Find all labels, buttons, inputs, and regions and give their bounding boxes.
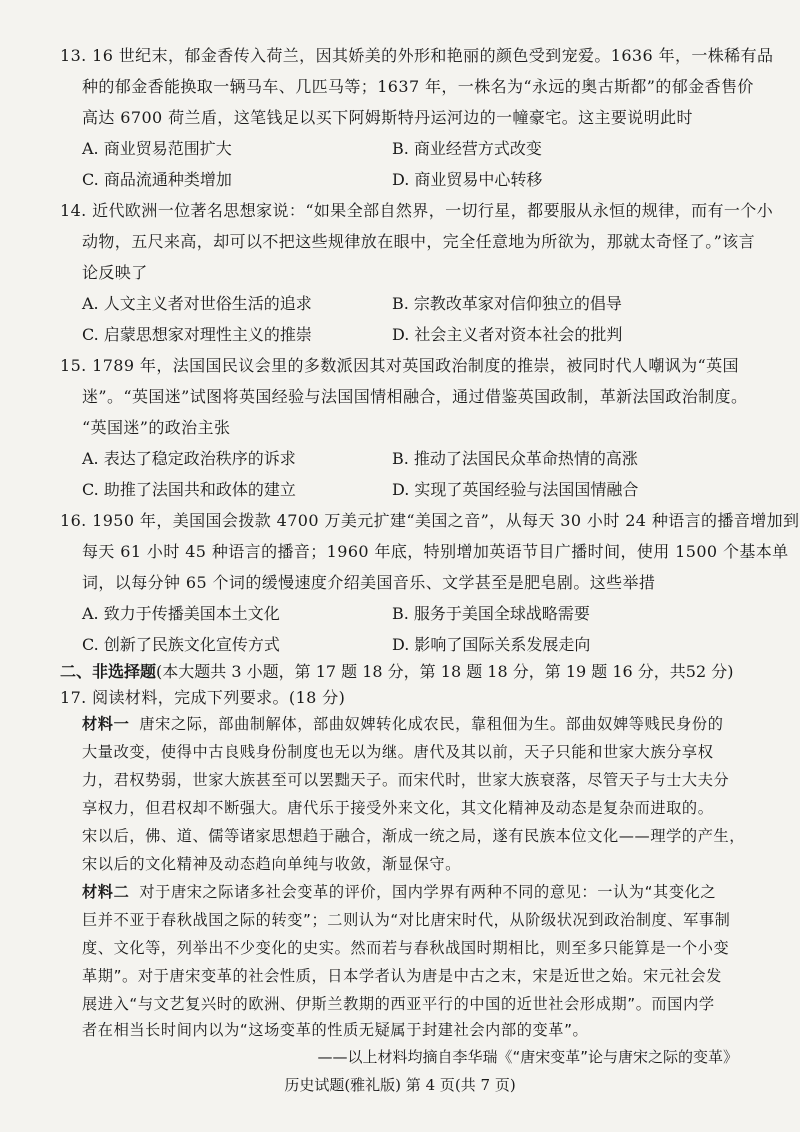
q13-line-2: 种的郁金香能换取一辆马车、几匹马等；1637 年，一株名为“永远的奥古斯都”的郁金香售价 xyxy=(82,77,754,96)
q14-line-2: 动物，五尺来高，却可以不把这些规律放在眼中，完全任意地为所欲为，那就太奇怪了。”该言 xyxy=(82,232,755,251)
q17-material-1-line-6: 宋以后的文化精神及动态趋向单纯与收敛，渐显保守。 xyxy=(82,855,461,873)
q14-option-b: B. 宗教改革家对信仰独立的倡导 xyxy=(392,294,622,313)
q13-line-1: 13. 16 世纪末，郁金香传入荷兰，因其娇美的外形和艳丽的颜色受到宠爱。1636 年，一株稀有品 xyxy=(60,46,774,65)
material-1-label: 材料一 xyxy=(82,715,130,733)
q15-line-3: “英国迷”的政治主张 xyxy=(82,418,231,437)
q13-option-d: D. 商业贸易中心转移 xyxy=(392,170,543,189)
q14-option-a: A. 人文主义者对世俗生活的追求 xyxy=(82,294,312,313)
q14-line-1: 14. 近代欧洲一位著名思想家说：“如果全部自然界，一切行星，都要服从永恒的规律，而有一个小 xyxy=(60,201,774,220)
q16-line-2: 每天 61 小时 45 种语言的播音；1960 年底，特别增加英语节目广播时间，使用 1500 个基本单 xyxy=(82,542,789,561)
q15-line-1: 15. 1789 年，法国国民议会里的多数派因其对英国政治制度的推崇，被同时代人嘲讽为“英国 xyxy=(60,356,739,375)
q17-material-1-line-2: 大量改变，使得中古良贱身份制度也无以为继。唐代及其以前，天子只能和世家大族分享权 xyxy=(82,743,714,761)
page-footer: 历史试题(雅礼版) 第 4 页(共 7 页) xyxy=(284,1076,516,1094)
q15-option-a: A. 表达了稳定政治秩序的诉求 xyxy=(82,449,296,468)
q17-material-2-line-3: 度、文化等，列举出不少变化的史实。然而若与春秋战国时期相比，则至多只能算是一个小变 xyxy=(82,939,730,957)
q13-line-3: 高达 6700 荷兰盾，这笔钱足以买下阿姆斯特丹运河边的一幢豪宅。这主要说明此时 xyxy=(82,108,693,127)
q16-line-3: 词，以每分钟 65 个词的缓慢速度介绍美国音乐、文学甚至是肥皂剧。这些举措 xyxy=(82,573,656,592)
q15-line-2: 迷”。“英国迷”试图将英国经验与法国国情相融合，通过借鉴英国政制，革新法国政治制度。 xyxy=(82,387,748,406)
q17-material-2-line-2: 巨并不亚于春秋战国之际的转变”；二则认为“对比唐宋时代，从阶级状况到政治制度、军事制 xyxy=(82,911,731,929)
q13-option-c: C. 商品流通种类增加 xyxy=(82,170,232,189)
material-1-text: 唐宋之际，部曲制解体，部曲奴婢转化成农民，靠租佃为生。部曲奴婢等贱民身份的 xyxy=(139,715,724,733)
q14-line-3: 论反映了 xyxy=(82,263,148,282)
q14-option-c: C. 启蒙思想家对理性主义的推崇 xyxy=(82,325,312,344)
material-2-label: 材料二 xyxy=(82,883,130,901)
q15-option-b: B. 推动了法国民众革命热情的高涨 xyxy=(392,449,638,468)
section-2-heading xyxy=(60,660,734,684)
q16-option-d: D. 影响了国际关系发展走向 xyxy=(392,635,591,654)
q17-material-1-line-3: 力，君权势弱，世家大族甚至可以罢黜天子。而宋代时，世家大族衰落，尽管天子与士大夫分 xyxy=(82,771,730,789)
section-2-note: (本大题共 3 小题，第 17 题 18 分，第 18 题 18 分，第 19 题 16 分，共52 分) xyxy=(156,662,734,681)
q17-material-1-line-4: 享权力，但君权却不断强大。唐代乐于接受外来文化，其文化精神及动态是复杂而进取的。 xyxy=(82,799,714,817)
q16-line-1: 16. 1950 年，美国国会拨款 4700 万美元扩建“美国之音”，从每天 30 小时 24 种语言的播音增加到 xyxy=(60,511,800,530)
section-2-title: 二、非选择题 xyxy=(60,662,157,681)
q15-option-c: C. 助推了法国共和政体的建立 xyxy=(82,480,296,499)
q16-option-c: C. 创新了民族文化宣传方式 xyxy=(82,635,280,654)
q17-material-1-line-1 xyxy=(82,712,762,736)
q17-material-source: ——以上材料均摘自李华瑞《“唐宋变革”论与唐宋之际的变革》 xyxy=(317,1048,738,1066)
q17-material-2-line-5: 展进入“与文艺复兴时的欧洲、伊斯兰教期的西亚平行的中国的近世社会形成期”。而国内学 xyxy=(82,995,715,1013)
q17-material-2-line-4: 革期”。对于唐宋变革的社会性质，日本学者认为唐是中古之末，宋是近世之始。宋元社会发 xyxy=(82,967,722,985)
q15-option-d: D. 实现了英国经验与法国国情融合 xyxy=(392,480,639,499)
q17-stem: 17. 阅读材料，完成下列要求。(18 分) xyxy=(60,688,346,707)
q13-option-a: A. 商业贸易范围扩大 xyxy=(82,139,232,158)
q13-option-b: B. 商业经营方式改变 xyxy=(392,139,542,158)
q17-material-2-line-6: 者在相当长时间内以为“这场变革的性质无疑属于封建社会内部的变革”。 xyxy=(82,1021,589,1039)
q16-option-a: A. 致力于传播美国本土文化 xyxy=(82,604,280,623)
q14-option-d: D. 社会主义者对资本社会的批判 xyxy=(392,325,623,344)
q17-material-1-line-5: 宋以后，佛、道、儒等诸家思想趋于融合，渐成一统之局，遂有民族本位文化——理学的产生， xyxy=(82,827,746,845)
q17-material-2-line-1 xyxy=(82,880,762,904)
material-2-text: 对于唐宋之际诸多社会变革的评价，国内学界有两种不同的意见：一认为“其变化之 xyxy=(139,883,717,901)
q16-option-b: B. 服务于美国全球战略需要 xyxy=(392,604,590,623)
